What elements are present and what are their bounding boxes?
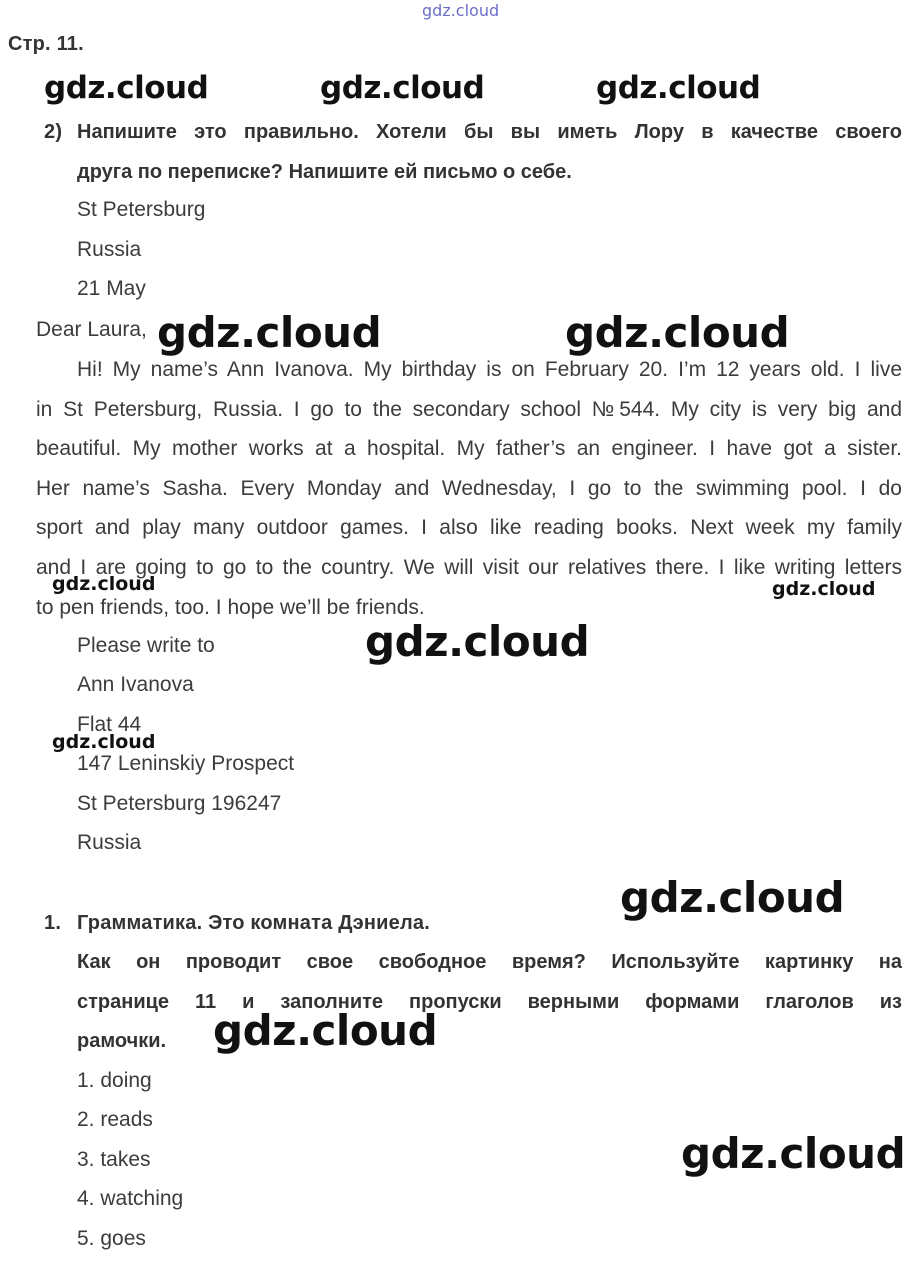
watermark: gdz.cloud bbox=[213, 1006, 438, 1055]
body-line: and I are going to go to the country. We will visit our relatives there. I like writing letters bbox=[36, 555, 902, 579]
address-line: St Petersburg bbox=[77, 198, 206, 221]
page-title: Стр. 11. bbox=[8, 33, 84, 55]
watermark: gdz.cloud bbox=[320, 70, 485, 106]
question-line: Напишите это правильно. Хотели бы вы иметь Лору в качестве своего bbox=[77, 121, 902, 143]
question-line: рамочки. bbox=[77, 1030, 167, 1053]
watermark: gdz.cloud bbox=[596, 70, 761, 106]
watermark: gdz.cloud bbox=[681, 1129, 906, 1178]
question-line: странице 11 и заполните пропуски верными формами глаголов из bbox=[77, 990, 902, 1013]
watermark: gdz.cloud bbox=[52, 731, 156, 753]
watermark: gdz.cloud bbox=[620, 873, 845, 922]
task-number: 1. bbox=[44, 912, 62, 934]
body-line: beautiful. My mother works at a hospital. My father’s an engineer. I have got a sister. bbox=[36, 437, 902, 461]
question-line: друга по переписке? Напишите ей письмо о себе. bbox=[77, 160, 572, 183]
body-line: Hi! My name’s Ann Ivanova. My birthday is on February 20. I’m 12 years old. I live bbox=[77, 358, 902, 381]
body-line: in St Petersburg, Russia. I go to the secondary school №544. My city is very big and bbox=[36, 397, 902, 421]
body-line: Her name’s Sasha. Every Monday and Wednesday, I go to the swimming pool. I do bbox=[36, 476, 902, 500]
watermark: gdz.cloud bbox=[157, 308, 382, 357]
closing-line: Flat 44 bbox=[77, 713, 142, 736]
answer-item: 2. reads bbox=[77, 1108, 153, 1131]
task-question bbox=[77, 113, 902, 192]
question-line: Как он проводит свое свободное время? Используйте картинку на bbox=[77, 951, 902, 973]
watermark: gdz.cloud bbox=[52, 573, 156, 595]
closing-line: Ann Ivanova bbox=[77, 673, 194, 696]
task-number: 2) bbox=[44, 121, 63, 143]
body-line: sport and play many outdoor games. I also like reading books. Next week my family bbox=[36, 516, 902, 540]
closing-line: 147 Leninskiy Prospect bbox=[77, 752, 295, 775]
address-line: Russia bbox=[77, 238, 142, 261]
date-line: 21 May bbox=[77, 277, 146, 300]
closing-line: Russia bbox=[77, 831, 142, 854]
answer-item: 4. watching bbox=[77, 1187, 184, 1210]
watermark: gdz.cloud bbox=[565, 308, 790, 357]
watermark: gdz.cloud bbox=[365, 617, 590, 666]
watermark-top: gdz.cloud bbox=[422, 1, 500, 20]
closing-line: Please write to bbox=[77, 634, 215, 657]
watermark: gdz.cloud bbox=[44, 70, 209, 106]
task-title: Грамматика. Это комната Дэниела. bbox=[77, 912, 430, 934]
body-line: to pen friends, too. I hope we’ll be friends. bbox=[36, 595, 425, 619]
answer-item: 5. goes bbox=[77, 1227, 146, 1250]
greeting: Dear Laura, bbox=[36, 318, 147, 341]
task-question bbox=[77, 943, 902, 1062]
answer-item: 1. doing bbox=[77, 1069, 152, 1092]
watermark: gdz.cloud bbox=[772, 578, 876, 600]
closing-line: St Petersburg 196247 bbox=[77, 792, 282, 815]
answer-item: 3. takes bbox=[77, 1148, 151, 1171]
